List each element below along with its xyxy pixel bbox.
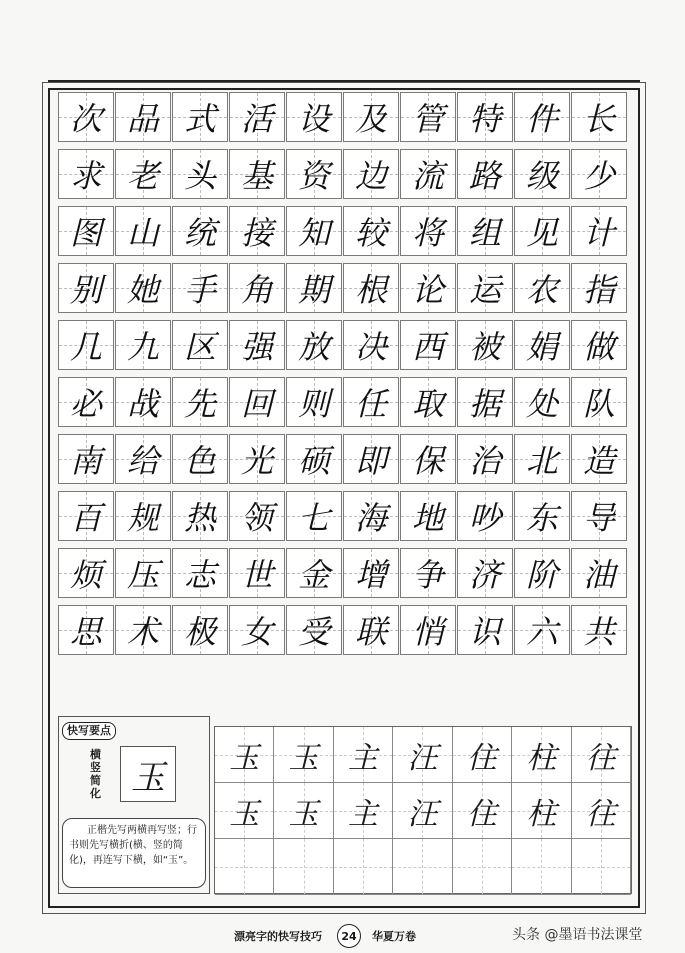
character: 次 [69,100,102,138]
character-cell [286,320,342,370]
character: 志 [183,556,216,594]
character: 东 [525,499,558,537]
practice-character: 主 [348,796,379,832]
character: 北 [525,442,558,480]
character-cell [457,149,513,199]
character-cell [286,548,342,598]
character: 色 [183,442,216,480]
character: 必 [69,385,102,423]
character-cell [115,149,171,199]
character-cell [172,206,228,256]
character: 济 [468,556,501,594]
practice-cell [512,839,571,895]
character: 长 [582,100,615,138]
watermark: 头条 @墨语书法课堂 [512,927,643,943]
character-cell [343,149,399,199]
character-cell [400,149,456,199]
practice-cell [453,783,512,839]
character: 知 [297,214,330,252]
character: 资 [297,157,330,195]
character: 任 [354,385,387,423]
character-cell [571,320,627,370]
character-cell [58,548,114,598]
character-cell [58,263,114,313]
character-cell [172,548,228,598]
character: 边 [354,157,387,195]
practice-character: 玉 [229,740,260,776]
character: 路 [468,157,501,195]
character: 别 [69,271,102,309]
character: 据 [468,385,501,423]
character: 西 [411,328,444,366]
practice-character: 主 [348,740,379,776]
character-cell [343,434,399,484]
character-cell [58,491,114,541]
character-cell [229,206,285,256]
character: 品 [126,100,159,138]
character: 战 [126,385,159,423]
character: 争 [411,556,444,594]
character-cell [400,206,456,256]
practice-cell [572,783,631,839]
character: 压 [126,556,159,594]
character-cell [514,548,570,598]
character-cell [58,377,114,427]
character: 求 [69,157,102,195]
practice-cell [215,839,274,895]
practice-cell [453,727,512,783]
character-cell [400,548,456,598]
character-cell [457,377,513,427]
character: 回 [240,385,273,423]
character: 组 [468,214,501,252]
character-cell [571,605,627,655]
character-cell [115,434,171,484]
character-cell [343,605,399,655]
grid-row [58,92,632,142]
character-cell [457,206,513,256]
character: 几 [69,328,102,366]
character: 硕 [297,442,330,480]
character-cell [172,377,228,427]
character-cell [343,377,399,427]
character-cell [571,548,627,598]
grid-row [58,491,632,541]
character-cell [172,263,228,313]
character: 术 [126,613,159,651]
character: 区 [183,328,216,366]
character-cell [58,92,114,142]
character-cell [457,434,513,484]
character-cell [400,434,456,484]
practice-cell [274,839,333,895]
practice-cell [512,727,571,783]
character: 领 [240,499,273,537]
character: 联 [354,613,387,651]
character: 即 [354,442,387,480]
character-cell [400,92,456,142]
character-cell [115,320,171,370]
character-cell [172,434,228,484]
practice-cell [572,839,631,895]
practice-cell [393,783,452,839]
character-cell [229,377,285,427]
character-cell [457,491,513,541]
character: 热 [183,499,216,537]
character: 世 [240,556,273,594]
practice-character: 往 [585,740,616,776]
character: 治 [468,442,501,480]
character-cell [286,206,342,256]
publisher: 华夏万卷 [372,930,416,943]
character-cell [286,491,342,541]
character: 老 [126,157,159,195]
character: 金 [297,556,330,594]
character: 活 [240,100,273,138]
character-cell [457,263,513,313]
character-cell [58,320,114,370]
character-cell [172,149,228,199]
character: 规 [126,499,159,537]
practice-cell [334,839,393,895]
character-cell [343,320,399,370]
character-cell [286,263,342,313]
character: 阶 [525,556,558,594]
practice-character: 玉 [288,796,319,832]
character: 流 [411,157,444,195]
character-cell [229,320,285,370]
practice-character: 住 [466,740,497,776]
character-cell [229,491,285,541]
character-grid [58,92,632,662]
character-cell [343,206,399,256]
character-cell [400,491,456,541]
practice-cell [274,783,333,839]
character: 设 [297,100,330,138]
character: 光 [240,442,273,480]
character-cell [457,320,513,370]
category-label: 横竖简化 [90,748,101,800]
character: 较 [354,214,387,252]
character-cell [229,263,285,313]
grid-row [58,605,632,655]
character: 管 [411,100,444,138]
character-cell [115,491,171,541]
book-title: 漂亮字的快写技巧 [234,930,322,943]
character-cell [286,434,342,484]
practice-cell [215,783,274,839]
practice-cell [215,727,274,783]
character: 地 [411,499,444,537]
character-cell [286,149,342,199]
character: 特 [468,100,501,138]
grid-row [58,548,632,598]
practice-character: 汪 [407,796,438,832]
practice-cell [334,727,393,783]
practice-cell [572,727,631,783]
practice-character: 往 [585,796,616,832]
character-cell [58,434,114,484]
character: 计 [582,214,615,252]
character-cell [400,320,456,370]
character-cell [229,92,285,142]
character-cell [571,92,627,142]
character-cell [514,605,570,655]
practice-character: 玉 [288,740,319,776]
character: 做 [582,328,615,366]
character-cell [514,434,570,484]
practice-row [215,727,631,783]
character: 图 [69,214,102,252]
character-cell [58,149,114,199]
character: 件 [525,100,558,138]
character-cell [457,605,513,655]
character-cell [343,548,399,598]
character: 娟 [525,328,558,366]
character-cell [514,92,570,142]
character: 将 [411,214,444,252]
character-cell [115,263,171,313]
practice-character: 玉 [229,796,260,832]
character: 队 [582,385,615,423]
tips-title: 快写要点 [62,722,116,740]
practice-cell [393,727,452,783]
character-cell [286,605,342,655]
practice-character: 汪 [407,740,438,776]
character: 根 [354,271,387,309]
character-cell [571,149,627,199]
practice-cell [453,839,512,895]
grid-row [58,377,632,427]
character: 接 [240,214,273,252]
character: 吵 [468,499,501,537]
example-character: 玉 [120,746,176,802]
character-cell [514,149,570,199]
character-cell [514,491,570,541]
character-cell [229,149,285,199]
character-cell [571,491,627,541]
character: 七 [297,499,330,537]
character: 导 [582,499,615,537]
practice-row [215,783,631,839]
practice-cell [512,783,571,839]
character: 手 [183,271,216,309]
character: 女 [240,613,273,651]
character-cell [229,434,285,484]
grid-row [58,263,632,313]
character: 论 [411,271,444,309]
character: 增 [354,556,387,594]
character: 山 [126,214,159,252]
character-cell [457,92,513,142]
character: 见 [525,214,558,252]
practice-cell [274,727,333,783]
character: 少 [582,157,615,195]
character: 头 [183,157,216,195]
character: 农 [525,271,558,309]
character: 识 [468,613,501,651]
character-cell [343,92,399,142]
character: 指 [582,271,615,309]
character: 六 [525,613,558,651]
character-cell [400,605,456,655]
practice-character: 柱 [526,740,557,776]
character: 造 [582,442,615,480]
character: 决 [354,328,387,366]
character: 被 [468,328,501,366]
grid-row [58,149,632,199]
character: 式 [183,100,216,138]
character-cell [343,491,399,541]
character: 统 [183,214,216,252]
character-cell [229,605,285,655]
character-cell [571,206,627,256]
character-cell [400,377,456,427]
character: 级 [525,157,558,195]
grid-row [58,320,632,370]
character-cell [172,320,228,370]
character: 先 [183,385,216,423]
practice-row [215,839,631,895]
character: 放 [297,328,330,366]
practice-cell [393,839,452,895]
character: 角 [240,271,273,309]
character-cell [514,320,570,370]
character: 悄 [411,613,444,651]
character-cell [115,92,171,142]
character-cell [514,263,570,313]
character-cell [571,377,627,427]
character: 她 [126,271,159,309]
character-cell [343,263,399,313]
character: 受 [297,613,330,651]
character: 运 [468,271,501,309]
character: 则 [297,385,330,423]
character: 保 [411,442,444,480]
character-cell [514,206,570,256]
character: 烦 [69,556,102,594]
character: 强 [240,328,273,366]
character-cell [58,206,114,256]
character-cell [115,548,171,598]
character: 取 [411,385,444,423]
character-cell [571,434,627,484]
practice-cell [334,783,393,839]
practice-grid [214,726,632,894]
practice-character: 住 [466,796,497,832]
character: 期 [297,271,330,309]
character-cell [172,605,228,655]
character-cell [58,605,114,655]
tips-description: 正楷先写两横再写竖；行书则先写横折(横、竖的简化)，再连写下横，如“玉”。 [62,818,206,888]
character-cell [286,92,342,142]
grid-row [58,434,632,484]
character: 油 [582,556,615,594]
practice-character: 柱 [526,796,557,832]
character: 极 [183,613,216,651]
character-cell [115,605,171,655]
character-cell [172,92,228,142]
character-cell [115,206,171,256]
character: 及 [354,100,387,138]
character-cell [457,548,513,598]
character-cell [172,491,228,541]
character-cell [286,377,342,427]
character: 海 [354,499,387,537]
page-number: 24 [337,924,361,948]
character-cell [229,548,285,598]
character: 百 [69,499,102,537]
character: 南 [69,442,102,480]
character-cell [400,263,456,313]
character: 共 [582,613,615,651]
character: 处 [525,385,558,423]
character: 给 [126,442,159,480]
character: 九 [126,328,159,366]
character: 基 [240,157,273,195]
grid-row [58,206,632,256]
character-cell [514,377,570,427]
character: 思 [69,613,102,651]
character-cell [571,263,627,313]
character-cell [115,377,171,427]
